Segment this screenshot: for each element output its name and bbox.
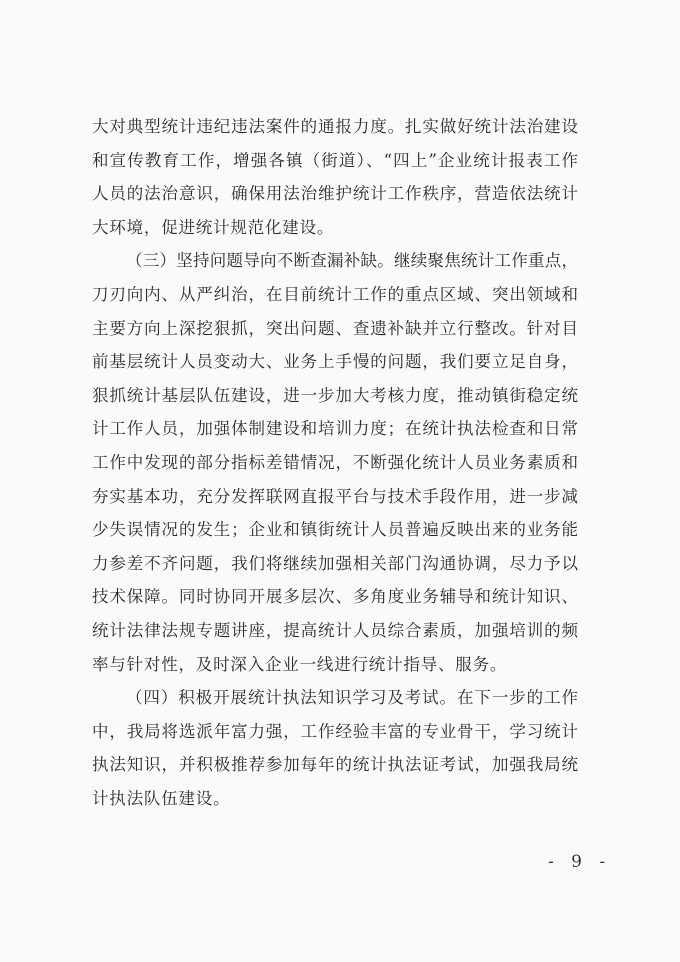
- text-line: 计执法队伍建设。: [92, 788, 231, 808]
- text-line: 工作中发现的部分指标差错情况，不断强化统计人员业务素质和: [92, 452, 578, 472]
- paragraph: [92, 244, 578, 681]
- text-line: 技术保障。同时协同开展多层次、多角度业务辅导和统计知识、: [92, 587, 578, 607]
- text-line: （四）积极开展统计执法知识学习及考试。在下一步的工作: [126, 688, 578, 708]
- text-line: 大对典型统计违纪违法案件的通报力度。扎实做好统计法治建设: [92, 117, 578, 136]
- text-line: 计工作人员，加强体制建设和培训力度；在统计执法检查和日常: [92, 419, 578, 439]
- text-line: 主要方向上深挖狠抓，突出问题、查遗补缺并立行整改。针对目: [92, 318, 578, 338]
- text-line: 统计法律法规专题讲座，提高统计人员综合素质，加强培训的频: [92, 620, 578, 640]
- text-line: 力参差不齐问题，我们将继续加强相关部门沟通协调，尽力予以: [92, 553, 578, 573]
- text-line: 中，我局将选派年富力强，工作经验丰富的专业骨干，学习统计: [92, 721, 578, 741]
- text-line: 夯实基本功，充分发挥联网直报平台与技术手段作用，进一步减: [92, 486, 578, 506]
- text-line: 刀刃向内、从严纠治，在目前统计工作的重点区域、突出领域和: [92, 284, 578, 304]
- text-line: 前基层统计人员变动大、业务上手慢的问题，我们要立足自身，: [92, 352, 578, 372]
- text-line: 少失误情况的发生；企业和镇街统计人员普遍反映出来的业务能: [92, 520, 578, 540]
- text-line: 率与针对性，及时深入企业一线进行统计指导、服务。: [92, 654, 508, 674]
- document-body: [92, 110, 578, 815]
- text-line: 大环境，促进统计规范化建设。: [92, 217, 335, 237]
- text-line: 和宣传教育工作，增强各镇（街道）、“四上”企业统计报表工作: [92, 150, 578, 170]
- text-line: 狠抓统计基层队伍建设，进一步加大考核力度，推动镇街稳定统: [92, 385, 578, 405]
- paragraph: [92, 681, 578, 815]
- paragraph: [92, 110, 578, 244]
- text-line: 人员的法治意识，确保用法治维护统计工作秩序，营造依法统计: [92, 184, 578, 204]
- page-number: - 9 -: [548, 852, 612, 872]
- text-line: 执法知识，并积极推荐参加每年的统计执法证考试，加强我局统: [92, 755, 578, 775]
- text-line: （三）坚持问题导向不断查漏补缺。继续聚焦统计工作重点，: [126, 251, 578, 271]
